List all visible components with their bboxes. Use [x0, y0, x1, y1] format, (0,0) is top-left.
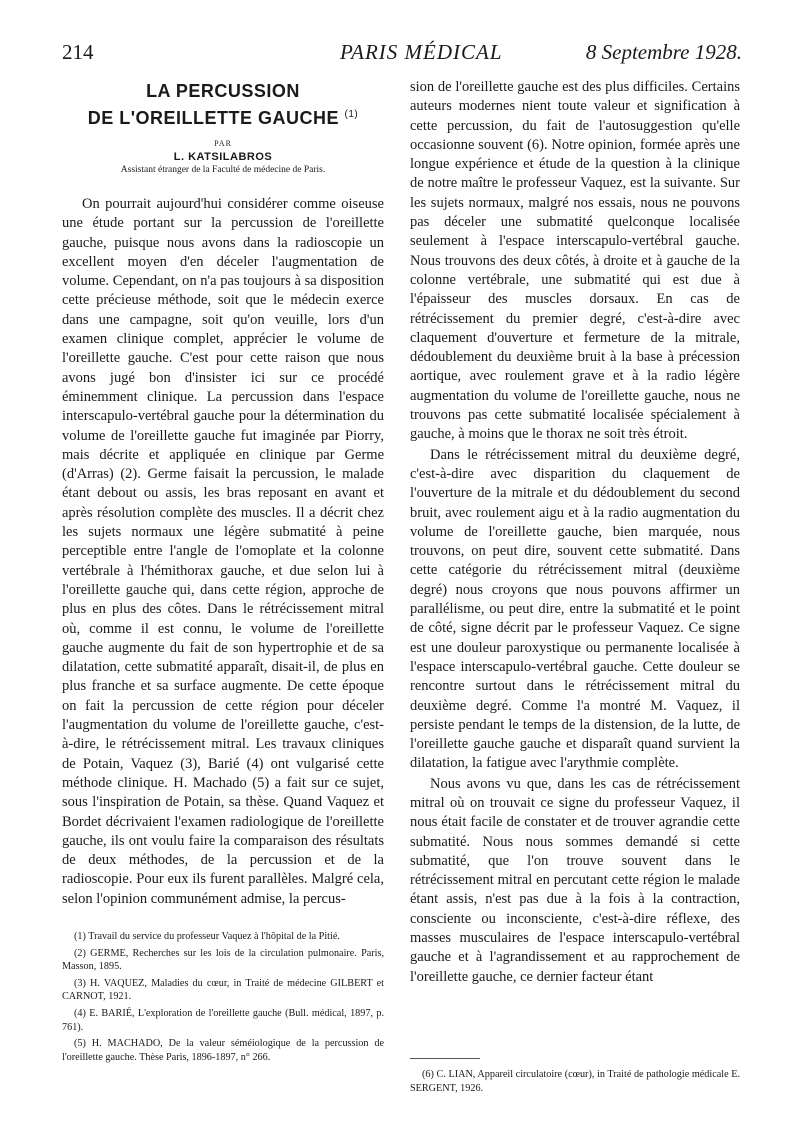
footnote-separator: [410, 1058, 480, 1059]
journal-title: PARIS MÉDICAL: [340, 40, 503, 64]
title-footnote-marker: (1): [344, 109, 359, 120]
title-line-2-text: DE L'OREILLETTE GAUCHE: [87, 108, 340, 128]
footnote-2: (2) GERME, Recherches sur les lois de la circulation pulmonaire. Paris, Masson, 1895.: [62, 947, 384, 973]
title-line-1: LA PERCUSSION: [146, 81, 300, 101]
left-column: [62, 80, 384, 909]
footnote-6: (6) C. LIAN, Appareil circulatoire (cœur), in Traité de pathologie médicale E. SERGENT, 1926.: [410, 1069, 740, 1094]
footnotes-left: [62, 930, 384, 1067]
author-name: L. KATSILABROS: [173, 151, 273, 163]
right-column: [410, 78, 740, 987]
page-number: 214: [62, 40, 94, 64]
footnote-5: (5) H. MACHADO, De la valeur séméiologique de la percussion de l'oreillette gauche. Thèse Paris, 1896-1897, n° 266.: [62, 1038, 384, 1063]
right-body: [410, 78, 740, 987]
article-title: [62, 80, 384, 130]
author-affiliation: Assistant étranger de la Faculté de médecine de Paris.: [120, 165, 326, 175]
byline-par: PAR: [214, 139, 232, 148]
title-line-2: [62, 103, 384, 130]
footnotes-right: [410, 1068, 740, 1098]
right-paragraph-3: Nous avons vu que, dans les cas de rétrécissement mitral où on trouvait ce signe du professeur Vaquez, il nous était facile de constater et de trouver agrandie cette submatité. Nous nous sommes demandé si cette submatité, que l'on trouve souvent dans le rétrécissement mitral en percutant cette région le malade étant assis, n'est pas due à la fois à la contraction, consciente ou inconsciente, c'est-à-dire réflexe, des masses musculaires de l'espace interscapulo-vertébral gauche et à l'agrandissement et au rapprochement de l'oreillette gauche, ce dernier facteur étant: [410, 775, 740, 985]
left-paragraph-1: On pourrait aujourd'hui considérer comme oiseuse une étude portant sur la percussion de l'oreillette gauche, puisque nous avons dans la radioscopie un excellent moyen d'en déceler l'augmentation de volume. Cependant, on n'a pas toujours à sa disposition cette précieuse méthode, soit que le médecin exerce dans une campagne, soit qu'on veuille, lors d'un examen clinique complet, apprécier le volume de l'oreillette gauche. C'est pour cette raison que nous avons jugé bon d'insister ici sur ce procédé éminemment clinique. La percussion dans l'espace interscapulo-vertébral gauche pour la détermination du volume de l'oreillette gauche fut imaginée par Piorry, mais décrite et appliquée en clinique par Germe (d'Arras) (2). Germe faisait la percussion, le malade étant debout ou assis, les bras reposant en avant et après résolution complète des muscles. Il a décrit chez les sujets normaux une légère submatité à peine perceptible entre l'angle de l'omoplate et la colonne vertébrale à l'hémithorax gauche, et due selon lui à l'oreillette gauche qui, dans cette région, approche de plus en plus des côtes. Dans le rétrécissement mitral où, comme il est connu, le volume de l'oreillette gauche augmente du fait de son hypertrophie et de sa dilatation, cette submatité apparaît, disait-il, de plus en plus franche et sa surface augmente. De cette époque on fait la percussion de cette région pour déceler l'augmentation du volume de l'oreillette gauche, c'est-à-dire, le rétrécissement mitral. Les travaux cliniques de Potain, Vaquez (3), Barié (4) ont vulgarisé cette méthode clinique. H. Machado (5) a fait sur ce sujet, sous l'inspiration de Potain, sa thèse. Quand Vaquez et Bordet décrivaient l'examen radiologique de l'oreillette gauche, ils ont voulu faire la comparaison des résultats de deux méthodes, de la percussion et de la radioscopie. Pour eux ils furent parallèles. Malgré cela, selon l'opinion communément admise, la percus-: [62, 196, 384, 907]
footnote-4: (4) E. BARIÉ, L'exploration de l'oreillette gauche (Bull. médical, 1897, p. 761).: [62, 1007, 384, 1033]
footnote-3: (3) H. VAQUEZ, Maladies du cœur, in Traité de médecine GILBERT et CARNOT, 1921.: [62, 977, 384, 1003]
running-header: [62, 40, 742, 70]
right-paragraph-2: Dans le rétrécissement mitral du deuxième degré, c'est-à-dire avec disparition du claquement de l'ouverture de la mitrale et du dédoublement du second bruit, avec roulement aigu et à la radio augmentation du volume de l'oreillette gauche, bien marquée, nous trouvons, on peut dire, souvent cette submatité. Dans cette catégorie du rétrécissement mitral (deuxième degré) nous croyons que nous pouvons affirmer un parallélisme, ou peut dire, entre la submatité et le point de côté, signe décrit par le professeur Vaquez. Ce signe est une douleur paroxystique ou permanente localisée à l'espace interscapulo-vertébral gauche. Cette douleur se rencontre surtout dans le rétrécissement mitral du deuxième degré. Comme l'a montré M. Vaquez, il persiste pendant le temps de la distension, de la lutte, de l'oreillette gauche gauche et disparaît quand survient la dilatation, la fatigue avec l'arythmie complète.: [410, 446, 740, 772]
right-paragraph-1: sion de l'oreillette gauche est des plus difficiles. Certains auteurs modernes nient toute valeur et signification à cette percussion, du fait de l'autosuggestion qu'elle occasionne souvent (6). Notre opinion, formée après une longue expérience et étude de la question à la clinique de notre maître le professeur Vaquez, est la suivante. Sur les sujets normaux, malgré nos essais, nous ne pouvons pas déceler une submatité quelconque localisée seulement à l'espace interscapulo-vertébral gauche. Nous trouvons des deux côtés, à droite et à gauche de la colonne vertébrale, une submatité qui est due à l'épaisseur des muscles dorsaux. En cas de rétrécissement du premier degré, c'est-à-dire avec claquement d'ouverture et fermeture de la mitrale, dédoublement du deuxième bruit à la base à précession aortique, avec roulement grave et à la radio légère augmentation du volume de l'oreillette gauche, nous ne trouvons pas cette submatité localisée spécialement à gauche, à moins que le thorax ne soit très étroit.: [410, 79, 740, 443]
footnote-1: (1) Travail du service du professeur Vaquez à l'hôpital de la Pitié.: [74, 931, 340, 942]
issue-date: 8 Septembre 1928.: [585, 40, 742, 64]
left-body: [62, 195, 384, 909]
